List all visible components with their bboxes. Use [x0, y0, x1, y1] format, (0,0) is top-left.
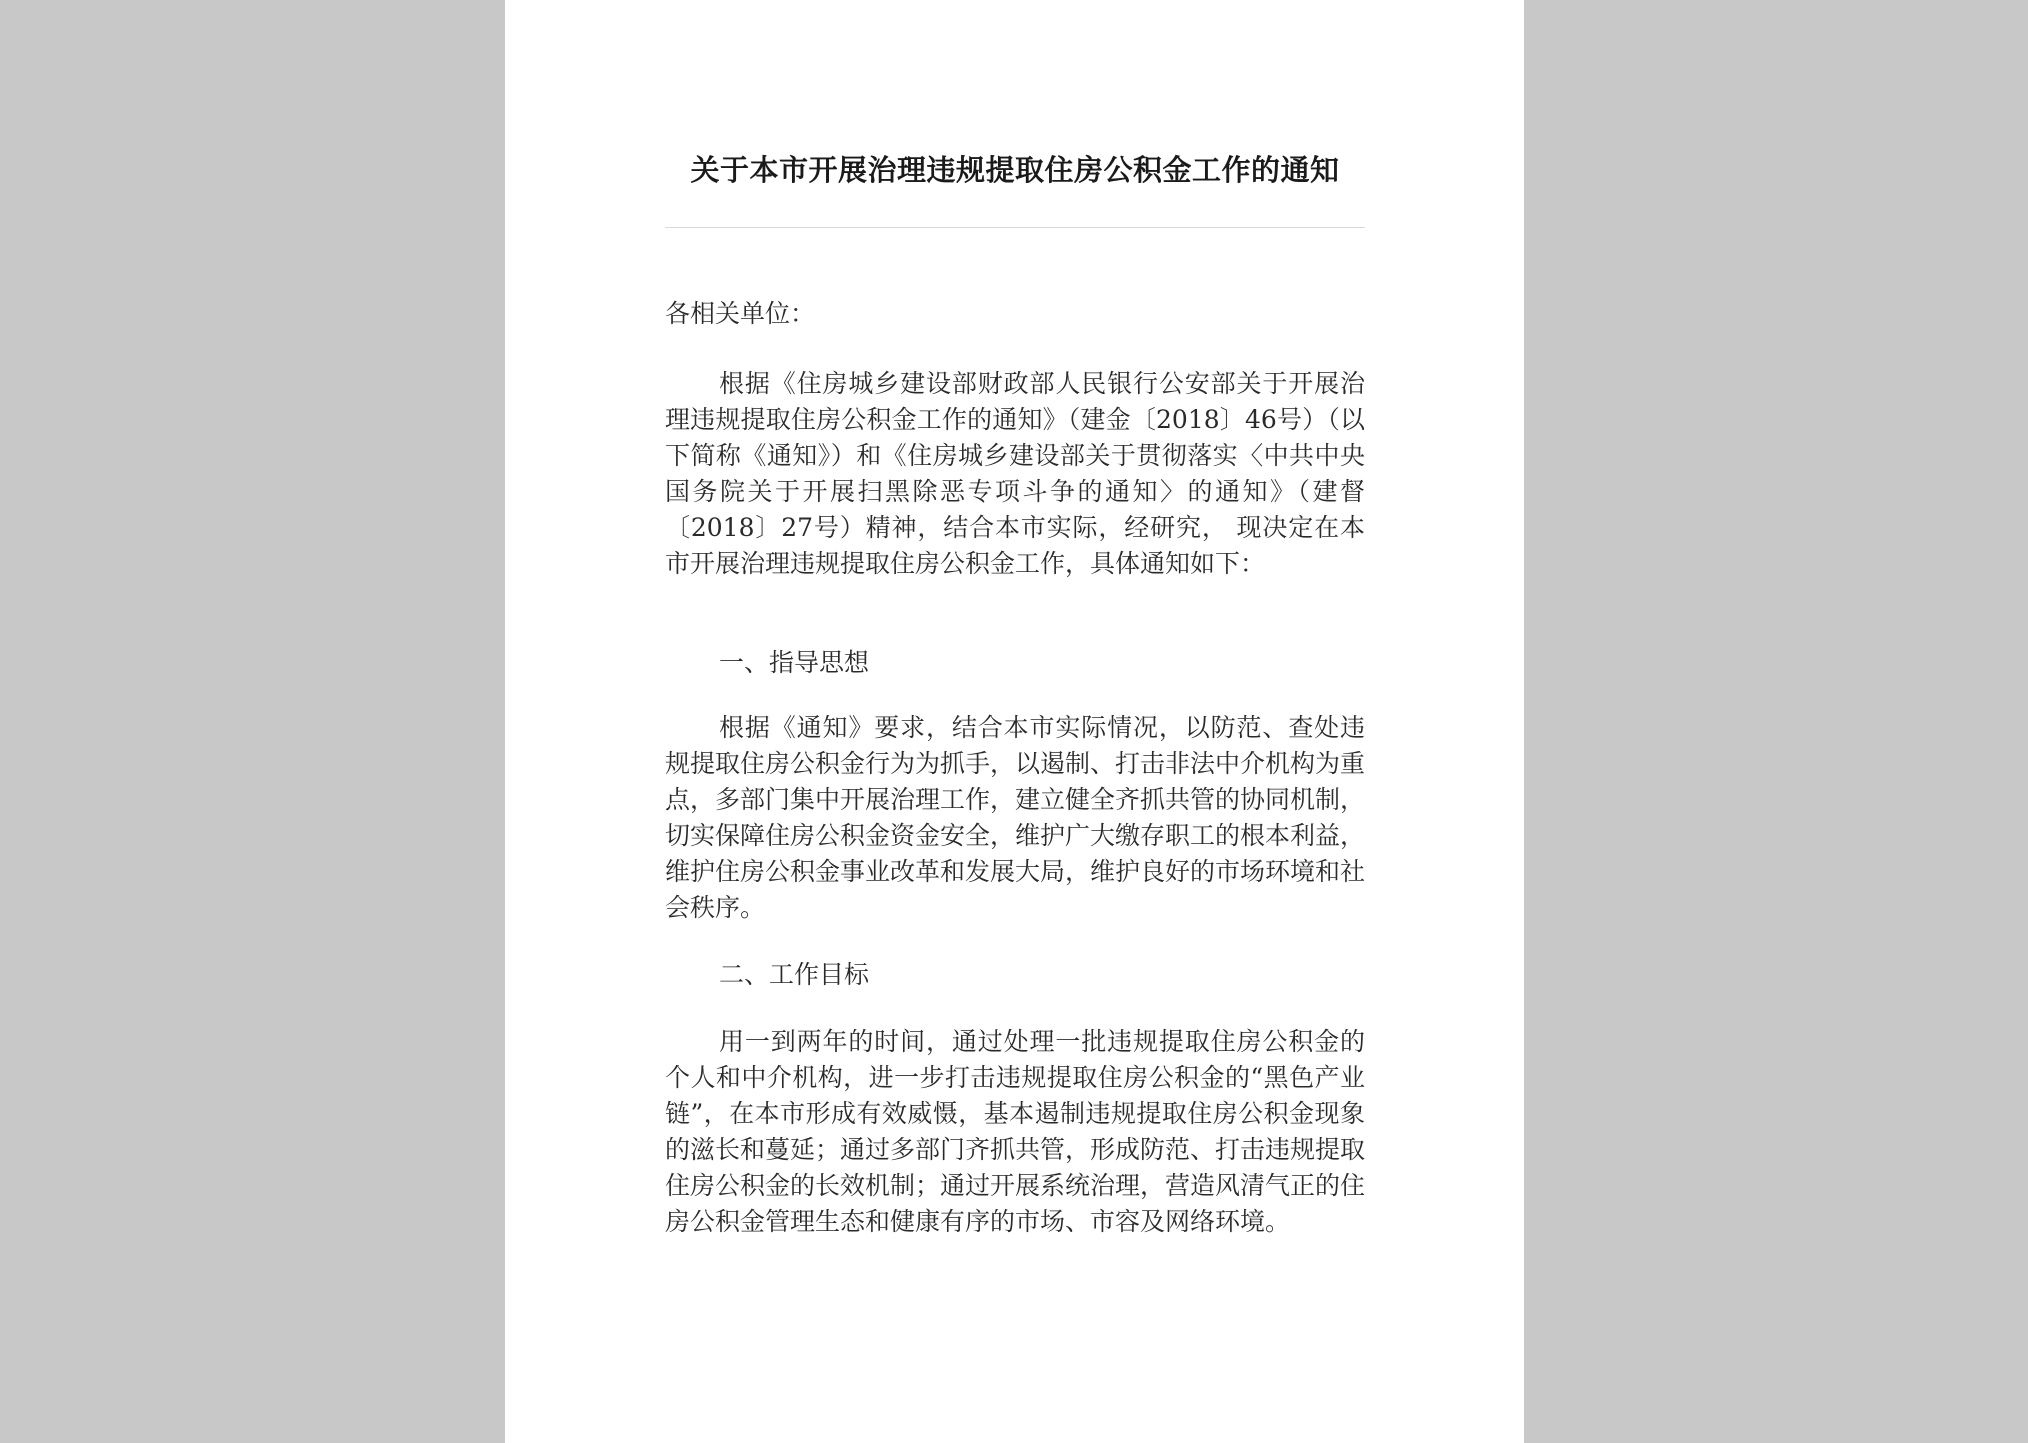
paragraph-work-goals: 用一到两年的时间，通过处理一批违规提取住房公积金的个人和中介机构，进一步打击违规提取住房公积金的“黑色产业链”，在本市形成有效威慑，基本遏制违规提取住房公积金现象的滋长和蔓延；通过多部门齐抓共管，形成防范、打击违规提取住房公积金的长效机制；通过开展系统治理，营造风清气正的住房公积金管理生态和健康有序的市场、市容及网络环境。 [665, 1027, 1366, 1236]
document-title: 关于本市开展治理违规提取住房公积金工作的通知 [690, 153, 1340, 187]
salutation: 各相关单位： [665, 299, 816, 328]
title-divider [665, 227, 1365, 228]
section-heading-work-goals: 二、工作目标 [719, 960, 870, 989]
section-heading-guiding-ideology: 一、指导思想 [719, 648, 870, 677]
paragraph-guiding-ideology: 根据《通知》要求，结合本市实际情况，以防范、查处违规提取住房公积金行为为抓手，以遏制、打击非法中介机构为重点，多部门集中开展治理工作，建立健全齐抓共管的协同机制，切实保障住房公积金资金安全，维护广大缴存职工的根本利益，维护住房公积金事业改革和发展大局，维护良好的市场环境和社会秩序。 [665, 713, 1366, 922]
document-page [505, 0, 1524, 1443]
paragraph-basis: 根据《住房城乡建设部财政部人民银行公安部关于开展治理违规提取住房公积金工作的通知》（建金〔2018〕46号）（以下简称《通知》）和《住房城乡建设部关于贯彻落实〈中共中央国务院关于开展扫黑除恶专项斗争的通知〉的通知》（建督〔2018〕27号）精神，结合本市实际，经研究， 现决定在本市开展治理违规提取住房公积金工作，具体通知如下： [665, 369, 1365, 578]
